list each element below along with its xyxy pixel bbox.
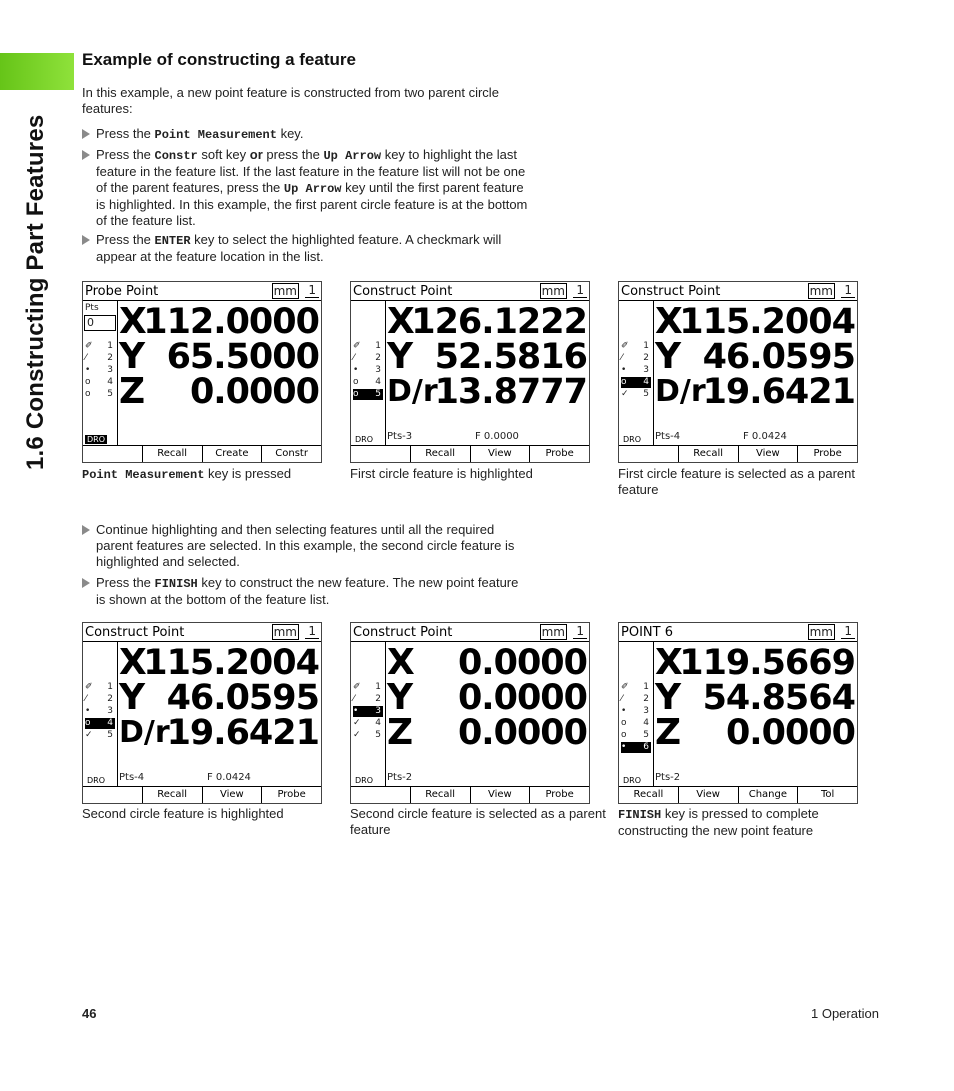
circle-feature-icon: o — [85, 377, 91, 387]
datum-indicator: 1 — [573, 624, 587, 639]
feature-number: 2 — [375, 353, 381, 363]
feature-list-item[interactable] — [353, 694, 383, 705]
feature-list-item[interactable] — [621, 377, 651, 388]
probe-icon: ✐ — [353, 341, 361, 351]
form-info: F 0.0424 — [207, 772, 251, 783]
key-name: Point Measurement — [82, 468, 205, 482]
point-feature-icon: • — [621, 365, 627, 375]
softkey-bar — [83, 786, 321, 803]
feature-list-item[interactable] — [85, 365, 115, 376]
feature-list-item[interactable] — [353, 377, 383, 388]
dro-label: DRO — [623, 776, 642, 785]
feature-number: 5 — [107, 389, 113, 399]
softkey-recall[interactable]: Recall — [410, 787, 470, 803]
text-run: Press the — [96, 232, 155, 247]
feature-number: 1 — [375, 682, 381, 692]
probe-icon: ✐ — [85, 682, 93, 692]
feature-list-item[interactable] — [621, 718, 651, 729]
circle-feature-icon: o — [621, 718, 627, 728]
checkmark-icon: ✓ — [353, 730, 361, 740]
feature-list-item[interactable] — [621, 341, 651, 352]
screenshot-caption — [82, 466, 342, 483]
bullet-arrow-icon — [82, 235, 90, 245]
axis-label: Z — [655, 712, 682, 753]
datum-indicator: 1 — [841, 283, 855, 298]
feature-number: 5 — [643, 730, 649, 740]
points-info: Pts-4 — [119, 772, 145, 783]
feature-number: 2 — [643, 353, 649, 363]
text-run: key. — [276, 126, 304, 141]
feature-number: 5 — [643, 389, 649, 399]
checkmark-icon: ✓ — [621, 389, 629, 399]
softkey-blank[interactable] — [83, 787, 142, 803]
feature-list-item[interactable] — [353, 706, 383, 717]
bullet-arrow-icon — [82, 150, 90, 160]
feature-number: 5 — [375, 389, 381, 399]
softkey-blank[interactable] — [351, 446, 410, 462]
softkey-view[interactable]: View — [470, 787, 530, 803]
feature-number: 1 — [375, 341, 381, 351]
feature-list-item[interactable] — [353, 341, 383, 352]
axis-value: 115.2004 — [143, 643, 319, 683]
form-info: F 0.0000 — [475, 431, 519, 442]
checkmark-icon: ✓ — [353, 718, 361, 728]
axis-value: 46.0595 — [702, 337, 855, 377]
units-indicator: mm — [273, 284, 297, 298]
axis-label: X — [119, 301, 147, 342]
axis-value: 52.5816 — [434, 337, 587, 377]
feature-number: 3 — [107, 706, 113, 716]
dro-screen — [618, 281, 858, 463]
screenshot-caption — [618, 466, 878, 498]
key-name: ENTER — [154, 234, 191, 248]
feature-list-item[interactable] — [85, 389, 115, 400]
text-run: First circle feature is highlighted — [350, 466, 533, 481]
circle-feature-icon: o — [353, 377, 359, 387]
softkey-probe[interactable]: Probe — [529, 446, 589, 462]
feature-list-item[interactable] — [353, 730, 383, 741]
key-name: Up Arrow — [283, 182, 342, 196]
text-run: key is pressed — [204, 466, 292, 481]
text-run: Second circle feature is selected as a parent feature — [350, 806, 606, 837]
screen-title: Probe Point — [85, 284, 159, 299]
chapter-tab-marker — [0, 53, 74, 90]
text-run: key until the first parent feature is highlighted. In this example, the first parent circle feature is at the bottom of the feature list. — [96, 180, 528, 228]
feature-number: 4 — [375, 377, 381, 387]
points-info: Pts-4 — [655, 431, 681, 442]
circle-feature-icon: o — [353, 389, 359, 399]
softkey-recall[interactable]: Recall — [142, 787, 202, 803]
text-run: Second circle feature is highlighted — [82, 806, 284, 821]
units-indicator: mm — [809, 625, 833, 639]
softkey-constr[interactable]: Constr — [261, 446, 321, 462]
axis-value: 0.0000 — [189, 372, 319, 412]
axis-label: Y — [655, 677, 682, 718]
feature-number: 3 — [643, 706, 649, 716]
text-run: key to highlight the last feature in the feature list. If the last feature in the feature list will not be one of the parent features, press the — [96, 147, 526, 195]
feature-number: 5 — [375, 730, 381, 740]
text-run: press the — [262, 147, 324, 162]
axis-label: D/r — [119, 715, 170, 750]
axis-label: Y — [387, 336, 414, 377]
feature-list-item[interactable] — [353, 718, 383, 729]
bullet-arrow-icon — [82, 129, 90, 139]
axis-label: D/r — [387, 374, 438, 409]
axis-label: Y — [655, 336, 682, 377]
point-feature-icon: • — [353, 706, 359, 716]
softkey-recall[interactable]: Recall — [633, 789, 664, 800]
text-run: Press the — [96, 147, 155, 162]
dro-label: DRO — [355, 435, 374, 444]
probe-icon: ✐ — [621, 341, 629, 351]
feature-list-item[interactable] — [621, 353, 651, 364]
softkey-blank[interactable] — [351, 787, 410, 803]
feature-number: 4 — [107, 718, 113, 728]
softkey-view[interactable]: View — [470, 446, 530, 462]
points-count: 0 — [84, 315, 116, 331]
axis-label: Y — [119, 336, 146, 377]
feature-number: 2 — [107, 694, 113, 704]
dro-screen — [350, 281, 590, 463]
axis-value: 13.8777 — [434, 372, 587, 412]
instruction-step — [82, 147, 528, 229]
axis-label: Y — [387, 677, 414, 718]
key-name: FINISH — [618, 808, 662, 822]
instruction-step — [82, 575, 528, 608]
units-indicator: mm — [541, 625, 565, 639]
instruction-step — [82, 126, 528, 143]
point-feature-icon: • — [85, 365, 91, 375]
datum-indicator: 1 — [305, 624, 319, 639]
softkey-recall[interactable]: Recall — [142, 446, 202, 462]
feature-list-panel — [351, 301, 386, 445]
feature-number: 3 — [107, 365, 113, 375]
point-feature-icon: • — [621, 742, 627, 752]
axis-value: 112.0000 — [143, 302, 319, 342]
dro-label: DRO — [623, 435, 642, 444]
feature-number: 1 — [107, 341, 113, 351]
feature-list-panel — [351, 642, 386, 786]
softkey-view[interactable]: View — [678, 787, 738, 803]
screenshot-caption — [82, 806, 342, 822]
line-feature-icon: ⁄ — [621, 353, 623, 363]
bullet-arrow-icon — [82, 578, 90, 588]
datum-indicator: 1 — [841, 624, 855, 639]
dro-screen — [618, 622, 858, 804]
feature-number: 6 — [643, 742, 649, 752]
feature-list-item[interactable] — [353, 682, 383, 693]
units-indicator: mm — [809, 284, 833, 298]
text-run: Continue highlighting and then selecting features until all the required parent features are selected. In this example, the second circle feature is highlighted and selected. — [96, 522, 515, 569]
point-feature-icon: • — [621, 706, 627, 716]
axis-value: 126.1222 — [411, 302, 587, 342]
feature-number: 1 — [643, 682, 649, 692]
intro-paragraph: In this example, a new point feature is constructed from two parent circle features: — [82, 85, 499, 116]
feature-list-item[interactable] — [85, 706, 115, 717]
feature-number: 1 — [643, 341, 649, 351]
axis-value: 115.2004 — [679, 302, 855, 342]
axis-label: X — [655, 301, 683, 342]
axis-label: X — [387, 301, 415, 342]
text-run: Press the — [96, 575, 155, 590]
softkey-blank[interactable] — [619, 446, 678, 462]
points-label: Pts — [85, 303, 99, 313]
axis-value: 0.0000 — [725, 713, 855, 753]
key-name: Point Measurement — [154, 128, 277, 142]
instruction-step — [82, 232, 528, 265]
line-feature-icon: ⁄ — [353, 353, 355, 363]
screenshot-caption — [350, 806, 610, 838]
feature-list-item[interactable] — [353, 389, 383, 400]
dro-screen — [350, 622, 590, 804]
softkey-probe[interactable]: Probe — [529, 787, 589, 803]
axis-value: 0.0000 — [457, 713, 587, 753]
feature-number: 4 — [107, 377, 113, 387]
softkey-recall[interactable]: Recall — [410, 446, 470, 462]
axis-value: 19.6421 — [702, 372, 855, 412]
feature-number: 4 — [375, 718, 381, 728]
point-feature-icon: • — [353, 365, 359, 375]
screen-title: POINT 6 — [621, 625, 673, 640]
page-number: 46 — [82, 1006, 97, 1021]
points-info: Pts-2 — [387, 772, 413, 783]
probe-icon: ✐ — [621, 682, 629, 692]
axis-label: Z — [387, 712, 414, 753]
axis-value: 65.5000 — [166, 337, 319, 377]
axis-value: 119.5669 — [679, 643, 855, 683]
text-run: key to construct the new feature. The new point feature is shown at the bottom of the feature list. — [96, 575, 519, 607]
softkey-bar — [351, 786, 589, 803]
text-run: or — [249, 147, 263, 162]
form-info: F 0.0424 — [743, 431, 787, 442]
softkey-tol[interactable]: Tol — [797, 787, 857, 803]
units-indicator: mm — [541, 284, 565, 298]
dro-label: DRO — [355, 776, 374, 785]
datum-indicator: 1 — [573, 283, 587, 298]
footer-section: 1 Operation — [811, 1006, 879, 1021]
dro-screen — [82, 622, 322, 804]
feature-number: 1 — [107, 682, 113, 692]
screenshot-caption — [618, 806, 878, 839]
axis-value: 0.0000 — [457, 643, 587, 683]
feature-list-item[interactable] — [85, 694, 115, 705]
softkey-change[interactable]: Change — [738, 787, 798, 803]
feature-list-item[interactable] — [85, 718, 115, 729]
line-feature-icon: ⁄ — [621, 694, 623, 704]
line-feature-icon: ⁄ — [85, 353, 87, 363]
key-name: Constr — [154, 149, 198, 163]
feature-number: 4 — [643, 377, 649, 387]
feature-number: 2 — [643, 694, 649, 704]
line-feature-icon: ⁄ — [353, 694, 355, 704]
feature-list-panel — [619, 642, 654, 786]
probe-icon: ✐ — [85, 341, 93, 351]
checkmark-icon: ✓ — [85, 730, 93, 740]
instruction-step — [82, 522, 528, 570]
feature-list-item[interactable] — [85, 341, 115, 352]
text-run: key to select the highlighted feature. A checkmark will appear at the feature location in the list. — [96, 232, 502, 264]
chapter-side-title: 1.6 Constructing Part Features — [22, 114, 49, 470]
softkey-view[interactable]: View — [202, 787, 262, 803]
feature-list-item[interactable] — [85, 682, 115, 693]
feature-list-item[interactable] — [621, 742, 651, 753]
dro-screen — [82, 281, 322, 463]
axis-label: X — [655, 642, 683, 683]
screen-title: Construct Point — [353, 625, 453, 640]
axis-value: 46.0595 — [166, 678, 319, 718]
feature-list-panel — [83, 642, 118, 786]
point-feature-icon: • — [85, 706, 91, 716]
dro-label: DRO — [87, 435, 106, 444]
feature-number: 2 — [107, 353, 113, 363]
bullet-arrow-icon — [82, 525, 90, 535]
screen-title: Construct Point — [353, 284, 453, 299]
circle-feature-icon: o — [85, 718, 91, 728]
section-heading: Example of constructing a feature — [82, 50, 356, 69]
softkey-probe[interactable]: Probe — [797, 446, 857, 462]
units-indicator: mm — [273, 625, 297, 639]
screenshot-caption — [350, 466, 610, 482]
feature-list-item[interactable] — [85, 353, 115, 364]
points-info: Pts-2 — [655, 772, 681, 783]
axis-value: 54.8564 — [702, 678, 855, 718]
points-info: Pts-3 — [387, 431, 413, 442]
text-run: soft key — [197, 147, 250, 162]
feature-list-item[interactable] — [621, 730, 651, 741]
feature-number: 3 — [375, 365, 381, 375]
screen-title: Construct Point — [85, 625, 185, 640]
axis-label: Y — [119, 677, 146, 718]
feature-list-item[interactable] — [85, 377, 115, 388]
feature-list-panel — [619, 301, 654, 445]
feature-list-item[interactable] — [353, 353, 383, 364]
key-name: Up Arrow — [323, 149, 382, 163]
feature-number: 3 — [643, 365, 649, 375]
softkey-blank[interactable] — [83, 446, 142, 462]
text-run: First circle feature is selected as a parent feature — [618, 466, 855, 497]
feature-list-item[interactable] — [621, 682, 651, 693]
key-name: FINISH — [154, 577, 198, 591]
feature-list-panel — [83, 301, 118, 445]
axis-label: D/r — [655, 374, 706, 409]
line-feature-icon: ⁄ — [85, 694, 87, 704]
softkey-recall[interactable]: Recall — [678, 446, 738, 462]
circle-feature-icon: o — [621, 377, 627, 387]
softkey-view[interactable]: View — [738, 446, 798, 462]
feature-number: 4 — [643, 718, 649, 728]
softkey-bar — [351, 445, 589, 462]
softkey-bar — [619, 445, 857, 462]
axis-label: X — [387, 642, 415, 683]
probe-icon: ✐ — [353, 682, 361, 692]
circle-feature-icon: o — [621, 730, 627, 740]
text-run: Press the — [96, 126, 155, 141]
feature-list-item[interactable] — [353, 365, 383, 376]
feature-number: 2 — [375, 694, 381, 704]
circle-feature-icon: o — [85, 389, 91, 399]
feature-list-item[interactable] — [85, 730, 115, 741]
feature-number: 3 — [375, 706, 381, 716]
feature-list-item[interactable] — [621, 389, 651, 400]
feature-number: 5 — [107, 730, 113, 740]
feature-list-item[interactable] — [621, 694, 651, 705]
screen-title: Construct Point — [621, 284, 721, 299]
feature-list-item[interactable] — [621, 706, 651, 717]
softkey-bar — [83, 445, 321, 462]
axis-value: 0.0000 — [457, 678, 587, 718]
axis-value: 19.6421 — [166, 713, 319, 753]
softkey-probe[interactable]: Probe — [261, 787, 321, 803]
softkey-create[interactable]: Create — [202, 446, 262, 462]
axis-label: X — [119, 642, 147, 683]
text-run: key is pressed to complete constructing the new point feature — [618, 806, 819, 838]
axis-label: Z — [119, 371, 146, 412]
softkey-bar — [619, 786, 857, 803]
feature-list-item[interactable] — [621, 365, 651, 376]
dro-label: DRO — [87, 776, 106, 785]
datum-indicator: 1 — [305, 283, 319, 298]
